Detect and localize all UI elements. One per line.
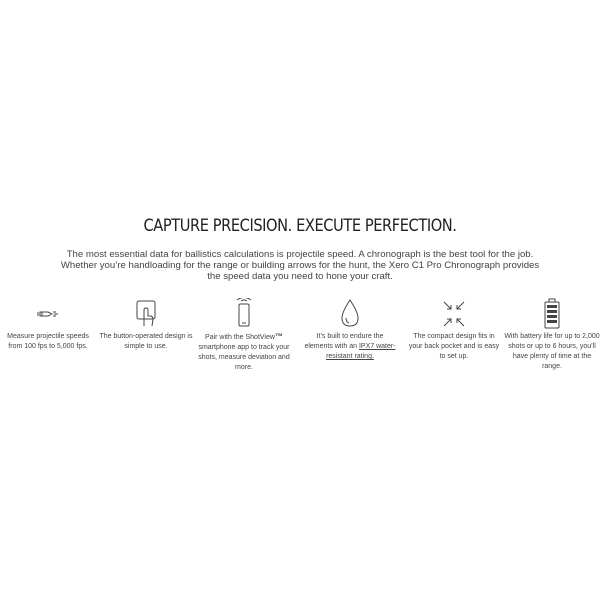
bullet-icon: [28, 298, 68, 330]
intro-paragraph: The most essential data for ballistics calculations is projectile speed. A chronograph is the best tool for the job. Whether you’re handloading for the range or building arrows for the hunt, the Xero C1 Pro Chronograph provides the speed data you need to hone your craft.: [60, 249, 540, 282]
feature-text: It’s built to endure the elements with an IPX7 water-resistant rating.: [304, 333, 396, 360]
compact-arrows-icon: [434, 298, 474, 330]
page-headline: CAPTURE PRECISION. EXECUTE PERFECTION.: [143, 216, 457, 236]
touch-button-icon: [126, 298, 166, 330]
feature-row: [0, 298, 600, 378]
feature-compact-design: [406, 298, 502, 362]
water-drop-icon: [330, 298, 370, 330]
battery-icon: [532, 298, 572, 330]
ipx7-rating-link[interactable]: IPX7 water-resistant rating.: [326, 343, 396, 360]
feature-text: Measure projectile speeds from 100 fps to 5,000 fps.: [7, 333, 89, 350]
feature-water-resistance: [302, 298, 398, 362]
smartphone-icon: [224, 298, 264, 330]
feature-battery-life: [504, 298, 600, 372]
feature-text: The button-operated design is simple to use.: [99, 333, 193, 350]
feature-text: With battery life for up to 2,000 shots or up to 6 hours, you’ll have plenty of time at the range.: [504, 333, 600, 370]
feature-text: The compact design fits in your back pocket and is easy to set up.: [408, 333, 500, 360]
trademark-symbol: ™: [274, 332, 283, 341]
feature-smartphone-app: [196, 298, 292, 373]
feature-text: Pair with the ShotView™ smartphone app to track your shots, measure deviation and more.: [198, 332, 290, 371]
feature-button-design: [98, 298, 194, 352]
feature-speed-range: [0, 298, 96, 352]
